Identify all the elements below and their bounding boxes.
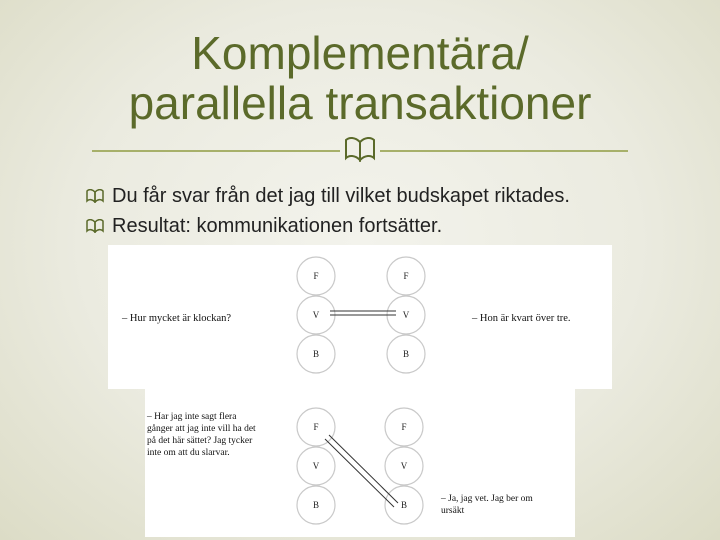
title-rule-right xyxy=(380,150,628,152)
state-label: F xyxy=(313,271,319,281)
state-label: B xyxy=(400,500,408,510)
slide-title-line1: Komplementära/ xyxy=(191,27,529,79)
left-quote-line: gånger att jag inte vill ha det xyxy=(147,424,256,434)
state-label: V xyxy=(312,310,320,320)
transaction-arrow xyxy=(325,439,394,507)
state-label: V xyxy=(312,461,320,471)
state-label: B xyxy=(312,500,320,510)
diagram-top xyxy=(108,245,612,389)
right-quote: – Hon är kvart över tre. xyxy=(472,313,571,324)
left-quote-line: – Har jag inte sagt flera xyxy=(147,412,237,422)
book-divider-icon xyxy=(344,136,376,162)
state-label: F xyxy=(403,271,409,281)
bullet-list xyxy=(86,182,570,242)
slide-title-line2: parallella transaktioner xyxy=(128,77,592,129)
slide-title xyxy=(0,28,720,128)
left-quote-line: på det här sättet? Jag tycker xyxy=(147,436,253,446)
left-quote: – Hur mycket är klockan? xyxy=(122,313,232,324)
book-bullet-icon xyxy=(86,219,104,233)
right-quote-line: ursäkt xyxy=(441,506,465,516)
state-label: F xyxy=(313,422,319,432)
diagram-bottom xyxy=(145,389,575,537)
state-label: F xyxy=(401,422,407,432)
bullet-item xyxy=(86,182,570,210)
right-quote-line: – Ja, jag vet. Jag ber om xyxy=(441,494,533,504)
bullet-text: Du får svar från det jag till vilket budskapet riktades. xyxy=(112,185,570,207)
bullet-item xyxy=(86,212,570,240)
state-label: B xyxy=(312,349,320,359)
bullet-text: Resultat: kommunikationen fortsätter. xyxy=(112,215,443,237)
book-bullet-icon xyxy=(86,189,104,203)
transaction-arrow xyxy=(329,435,398,503)
left-quote-line: inte om att du slarvar. xyxy=(147,448,230,458)
state-label: B xyxy=(402,349,410,359)
diagram-top-canvas xyxy=(108,245,612,389)
state-label: V xyxy=(400,461,408,471)
title-rule-left xyxy=(92,150,340,152)
diagram-bottom-canvas xyxy=(145,389,575,537)
state-label: V xyxy=(402,310,410,320)
